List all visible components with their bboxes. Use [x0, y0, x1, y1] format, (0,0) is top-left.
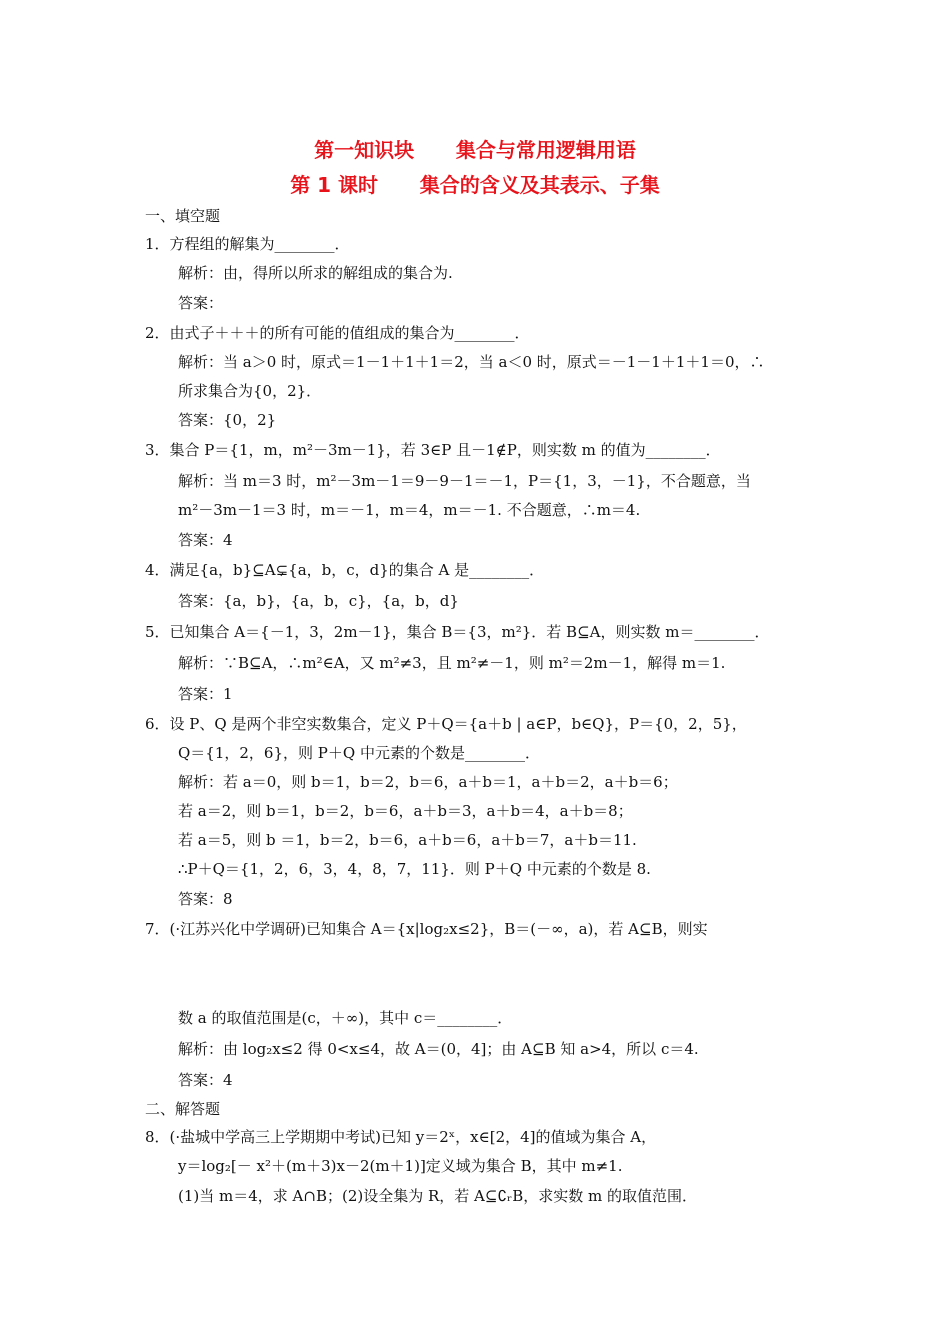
text-line: 7．(·江苏兴化中学调研)已知集合 A＝{x|log₂x≤2}，B＝(－∞，a)，若 A⊆B，则实	[145, 920, 708, 938]
page-subtitle: 第 1 课时 集合的含义及其表示、子集	[290, 173, 660, 197]
text-line: ∴P＋Q＝{1，2，6，3，4，8，7，11}．则 P＋Q 中元素的个数是 8.	[178, 860, 651, 878]
text-line: 解析：由 log₂x≤2 得 0<x≤4，故 A＝(0，4]；由 A⊆B 知 a>4，所以 c＝4.	[178, 1040, 699, 1058]
text-line: 若 a＝2，则 b＝1，b＝2，b＝6，a＋b＝3，a＋b＝4，a＋b＝8；	[178, 802, 633, 820]
text-line: (1)当 m＝4，求 A∩B；(2)设全集为 R，若 A⊆∁ᵣB，求实数 m 的取值范围．	[178, 1187, 697, 1205]
text-line: Q＝{1，2，6}，则 P＋Q 中元素的个数是________．	[178, 744, 540, 762]
section-heading: 一、填空题	[145, 207, 221, 225]
text-line: 答案：1	[178, 685, 233, 703]
text-line: 答案：4	[178, 1071, 233, 1089]
section-heading: 二、解答题	[145, 1100, 221, 1118]
text-line: 3．集合 P＝{1，m，m²－3m－1}，若 3∈P 且－1∉P，则实数 m 的值为________．	[145, 441, 721, 459]
text-line: y＝log₂[－ x²＋(m＋3)x－2(m＋1)]定义域为集合 B，其中 m≠1.	[178, 1157, 623, 1175]
text-line: 答案：4	[178, 531, 233, 549]
text-line: 所求集合为{0，2}．	[178, 382, 322, 400]
text-line: 解析：∵B⊆A，∴m²∈A，又 m²≠3，且 m²≠－1，则 m²＝2m－1，解得 m＝1.	[178, 654, 726, 672]
text-line: 若 a＝5，则 b ＝1，b＝2，b＝6，a＋b＝6，a＋b＝7，a＋b＝11.	[178, 831, 637, 849]
text-line: 答案：{a，b}，{a，b，c}，{a，b，d}	[178, 592, 459, 610]
text-line: 5．已知集合 A＝{－1，3，2m－1}，集合 B＝{3，m²}．若 B⊆A，则实数 m＝________．	[145, 623, 770, 641]
text-line: 解析：由，得所以所求的解组成的集合为.	[178, 264, 453, 282]
text-line: 2．由式子＋＋＋的所有可能的值组成的集合为________．	[145, 324, 530, 342]
text-line: 解析：当 m＝3 时，m²－3m－1＝9－9－1＝－1，P＝{1，3，－1}，不合题意，当	[178, 472, 751, 490]
text-line: 数 a 的取值范围是(c，＋∞)，其中 c＝________．	[178, 1009, 513, 1027]
page-title: 第一知识块 集合与常用逻辑用语	[314, 138, 636, 162]
text-line: 答案：	[178, 294, 224, 312]
text-line: 解析：若 a＝0，则 b＝1，b＝2，b＝6，a＋b＝1，a＋b＝2，a＋b＝6；	[178, 773, 678, 791]
text-line: 答案：{0，2}	[178, 411, 277, 429]
text-line: 1．方程组的解集为________．	[145, 235, 350, 253]
text-line: 4．满足{a，b}⊆A⊊{a，b，c，d}的集合 A 是________．	[145, 561, 545, 579]
text-line: m²－3m－1＝3 时，m＝－1，m＝4，m＝－1. 不合题意，∴m＝4.	[178, 501, 641, 519]
text-line: 6．设 P、Q 是两个非空实数集合，定义 P＋Q＝{a＋b | a∈P，b∈Q}，P＝{0，2，5}，	[145, 715, 747, 733]
text-line: 答案：8	[178, 890, 233, 908]
text-line: 解析：当 a＞0 时，原式＝1－1＋1＋1＝2，当 a＜0 时，原式＝－1－1＋1＋1＝0，∴	[178, 353, 765, 371]
text-line: 8．(·盐城中学高三上学期期中考试)已知 y＝2ˣ，x∈[2，4]的值域为集合 A，	[145, 1128, 657, 1146]
